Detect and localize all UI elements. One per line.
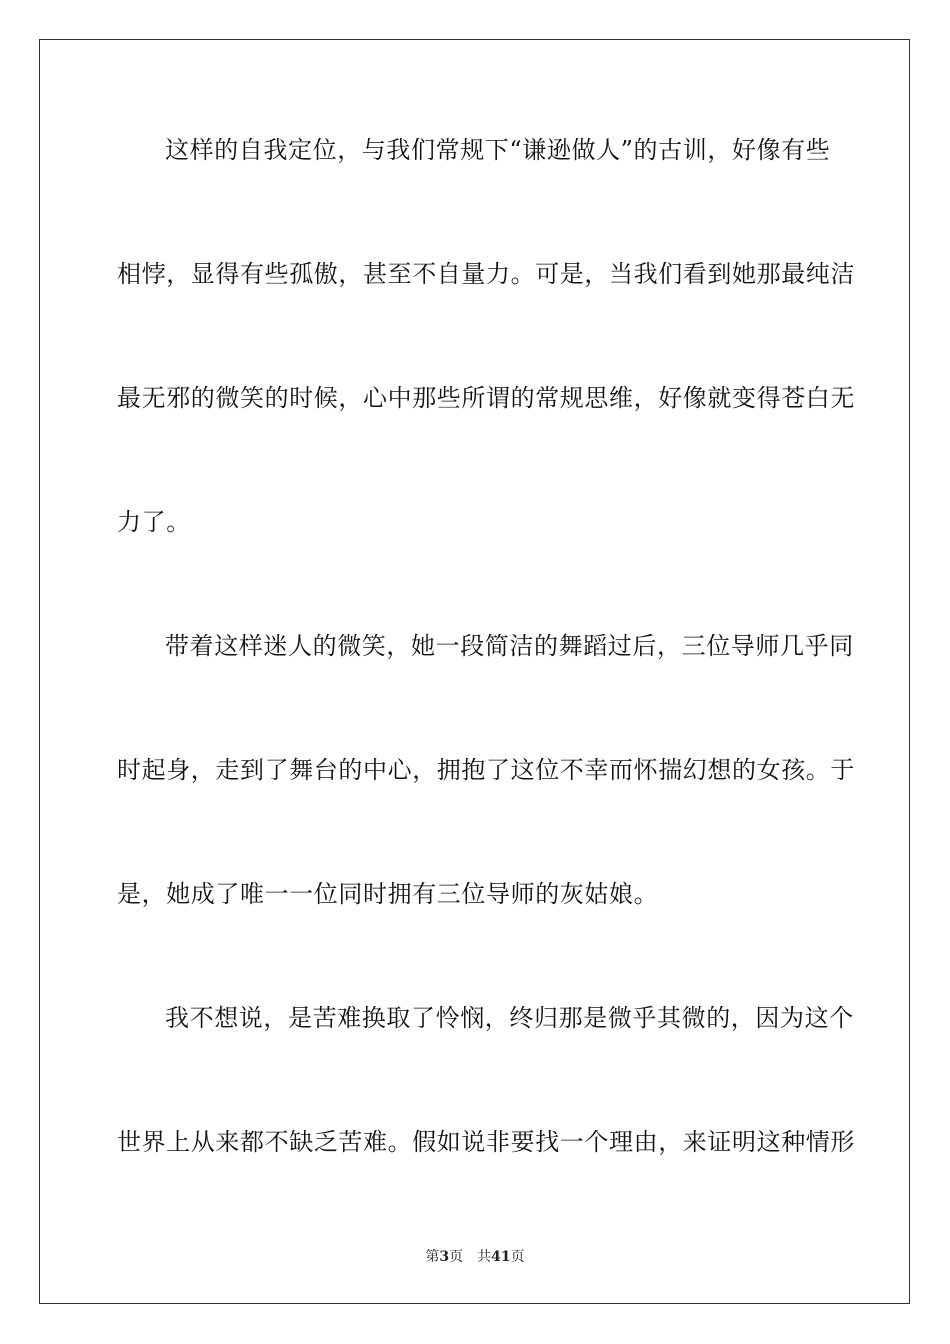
paragraph-1-line-4: 力了。	[117, 508, 191, 536]
paragraph-3-line-1: 我不想说，是苦难换取了怜悯，终归那是微乎其微的，因为这个	[165, 1004, 854, 1032]
total-pages: 41	[491, 1249, 511, 1265]
page-number: 3	[439, 1249, 450, 1265]
paragraph-1-line-1: 这样的自我定位，与我们常规下“谦逊做人”的古训，好像有些	[165, 136, 831, 164]
paragraph-3-line-2: 世界上从来都不缺乏苦难。假如说非要找一个理由，来证明这种情形	[117, 1128, 855, 1156]
paragraph-2-line-3: 是，她成了唯一一位同时拥有三位导师的灰姑娘。	[117, 880, 659, 908]
paragraph-1-line-2: 相悖，显得有些孤傲，甚至不自量力。可是，当我们看到她那最纯洁	[117, 260, 855, 288]
total-suffix: 页	[510, 1249, 525, 1265]
page-suffix: 页	[449, 1249, 464, 1265]
paragraph-2-line-2: 时起身，走到了舞台的中心，拥抱了这位不幸而怀揣幻想的女孩。于	[117, 756, 855, 784]
paragraph-1-line-3: 最无邪的微笑的时候，心中那些所谓的常规思维，好像就变得苍白无	[117, 384, 855, 412]
total-prefix: 共	[477, 1249, 492, 1265]
page-border	[39, 39, 910, 1304]
page-prefix: 第	[425, 1249, 440, 1265]
paragraph-2-line-1: 带着这样迷人的微笑，她一段简洁的舞蹈过后，三位导师几乎同	[165, 632, 854, 660]
page-footer	[0, 1248, 950, 1266]
